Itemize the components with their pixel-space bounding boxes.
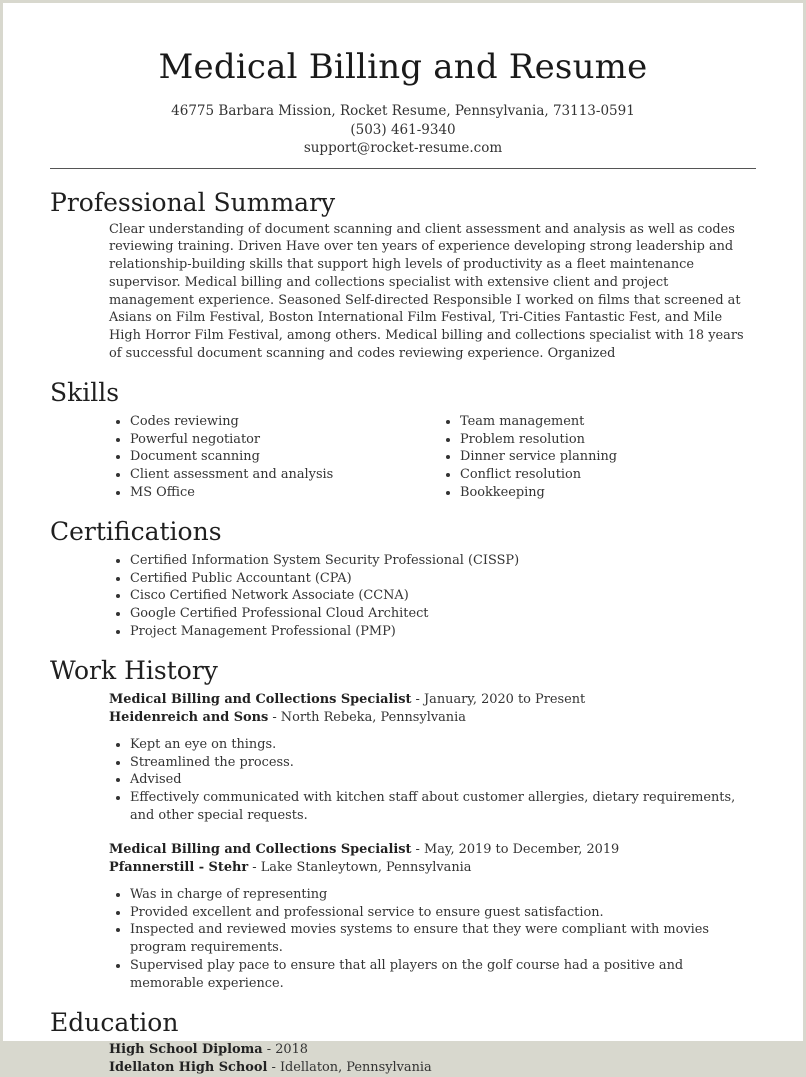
job-bullet: Was in charge of representing	[109, 886, 755, 904]
work-history-section	[3, 655, 803, 993]
skill-item: Dinner service planning	[439, 448, 769, 466]
resume-header	[3, 3, 803, 158]
certification-item: Certified Information System Security Professional (CISSP)	[109, 552, 803, 570]
skill-item: Conflict resolution	[439, 466, 769, 484]
skill-item: MS Office	[109, 484, 439, 502]
school-name: Idellaton High School	[109, 1059, 268, 1075]
job-title-line	[109, 841, 755, 859]
skill-item: Problem resolution	[439, 431, 769, 449]
job-bullet: Inspected and reviewed movies systems to ensure that they were compliant with movies program requirements.	[109, 921, 755, 957]
skill-item: Codes reviewing	[109, 413, 439, 431]
job-company-line	[109, 709, 755, 727]
job-dates: - January, 2020 to Present	[411, 691, 586, 707]
certification-item: Cisco Certified Network Associate (CCNA)	[109, 587, 803, 605]
degree-line	[109, 1041, 803, 1059]
summary-section	[3, 187, 803, 363]
job-title: Medical Billing and Collections Specialist	[109, 841, 412, 857]
skill-item: Client assessment and analysis	[109, 466, 439, 484]
resume-page	[3, 3, 803, 1075]
email: support@rocket-resume.com	[303, 140, 503, 156]
job-bullet: Provided excellent and professional service to ensure guest satisfaction.	[109, 904, 755, 922]
certification-item: Google Certified Professional Cloud Architect	[109, 605, 803, 623]
education-heading: Education	[50, 1007, 179, 1037]
job-company-line	[109, 859, 755, 877]
certification-item: Project Management Professional (PMP)	[109, 623, 803, 641]
skill-item: Powerful negotiator	[109, 431, 439, 449]
job-entry	[109, 691, 755, 825]
education-entry	[109, 1041, 803, 1077]
job-dates: - May, 2019 to December, 2019	[411, 841, 620, 857]
contact-info	[3, 102, 803, 158]
skills-heading: Skills	[50, 377, 120, 407]
skills-section	[3, 377, 803, 502]
job-bullets	[109, 886, 755, 993]
job-bullet: Effectively communicated with kitchen staff about customer allergies, dietary requirements, and other special requests.	[109, 789, 755, 825]
address: 46775 Barbara Mission, Rocket Resume, Pennsylvania, 73113-0591	[171, 103, 635, 119]
job-title-line	[109, 691, 755, 709]
certifications-list	[109, 552, 803, 641]
header-divider	[50, 168, 756, 169]
certifications-heading: Certifications	[50, 516, 222, 546]
job-bullet: Supervised play pace to ensure that all players on the golf course had a positive and memorable experience.	[109, 957, 755, 993]
job-company: Pfannerstill - Stehr	[109, 859, 249, 875]
skills-list-left	[109, 413, 439, 502]
school-location: - Idellaton, Pennsylvania	[267, 1059, 432, 1075]
job-location: - Lake Stanleytown, Pennsylvania	[248, 859, 472, 875]
certifications-section	[3, 516, 803, 641]
summary-text: Clear understanding of document scanning and client assessment and analysis as well as codes reviewing training. Driven Have over ten years of experience developing strong leadership and relationship-building skills that support high levels of productivity as a fleet maintenance supervisor. Medical billing and collections specialist with extensive client and project management experience. Seasoned Self-directed Responsible I worked on films that screened at Asians on Film Festival, Boston International Film Festival, Tri-Cities Fantastic Fest, and Mile High Horror Film Festival, among others. Medical billing and collections specialist with 18 years of successful document scanning and codes reviewing experience. Organized	[109, 221, 744, 362]
job-bullets	[109, 736, 755, 825]
job-title: Medical Billing and Collections Specialist	[109, 691, 412, 707]
certification-item: Certified Public Accountant (CPA)	[109, 570, 803, 588]
skill-item: Document scanning	[109, 448, 439, 466]
job-company: Heidenreich and Sons	[109, 709, 269, 725]
job-bullet: Kept an eye on things.	[109, 736, 755, 754]
skill-item: Bookkeeping	[439, 484, 769, 502]
education-section	[3, 1007, 803, 1077]
degree: High School Diploma	[109, 1041, 263, 1057]
work-history-heading: Work History	[50, 655, 218, 685]
school-line	[109, 1059, 803, 1077]
job-entry	[109, 841, 755, 993]
summary-heading: Professional Summary	[50, 187, 336, 217]
job-location: - North Rebeka, Pennsylvania	[268, 709, 466, 725]
phone: (503) 461-9340	[350, 121, 456, 138]
skills-columns	[109, 413, 803, 502]
skill-item: Team management	[439, 413, 769, 431]
degree-year: - 2018	[262, 1041, 308, 1057]
candidate-name: Medical Billing and Resume	[158, 47, 648, 87]
job-bullet: Advised	[109, 771, 755, 789]
skills-list-right	[439, 413, 769, 502]
job-bullet: Streamlined the process.	[109, 754, 755, 772]
